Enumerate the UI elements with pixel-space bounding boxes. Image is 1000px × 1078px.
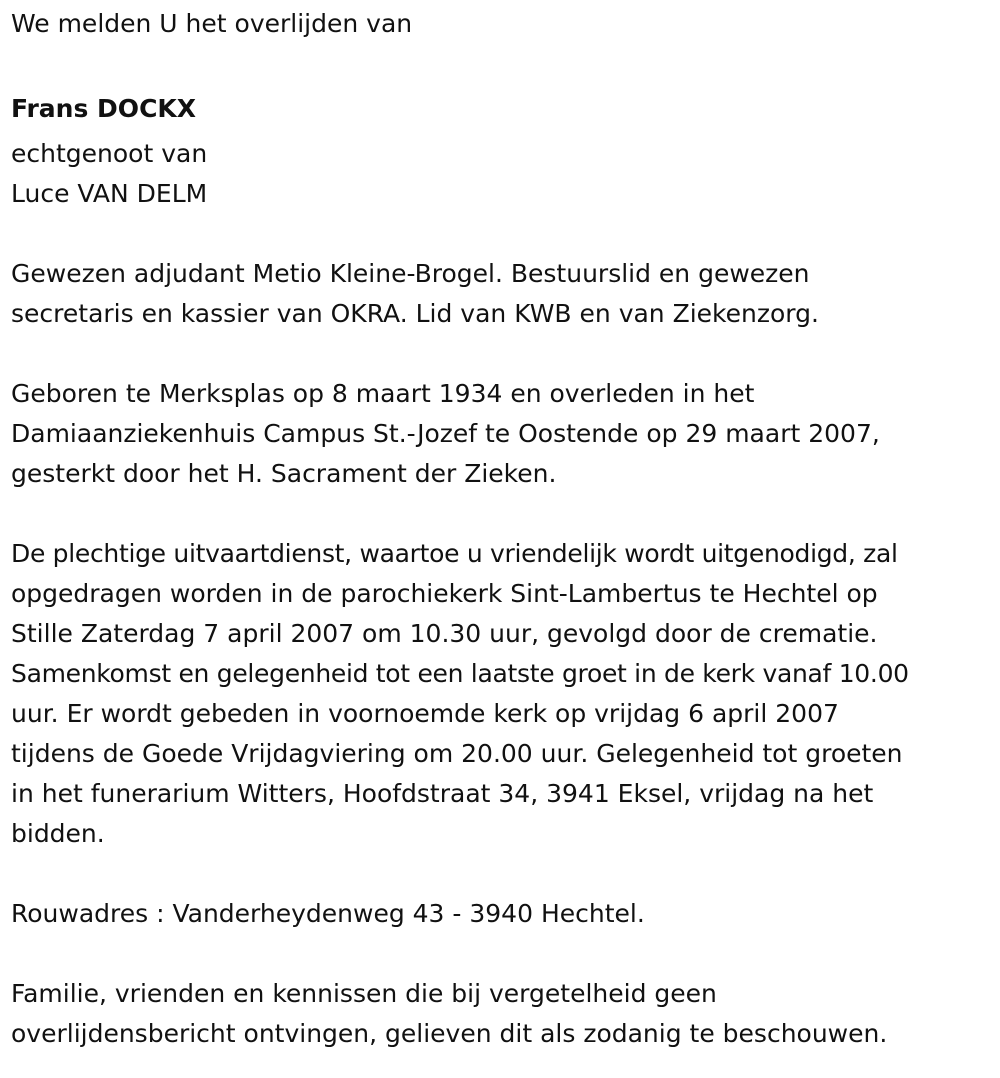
bio-paragraph (11, 254, 996, 334)
address-paragraph (11, 894, 996, 934)
funeral-line: opgedragen worden in de parochiekerk Sint-Lambertus te Hechtel op (11, 579, 878, 608)
funeral-line: bidden. (11, 819, 105, 848)
funeral-line: in het funerarium Witters, Hoofdstraat 34, 3941 Eksel, vrijdag na het (11, 779, 874, 808)
intro-text: We melden U het overlijden van (11, 9, 413, 38)
bio-line: secretaris en kassier van OKRA. Lid van KWB en van Ziekenzorg. (11, 299, 819, 328)
funeral-line: Stille Zaterdag 7 april 2007 om 10.30 uur, gevolgd door de crematie. (11, 619, 878, 648)
deceased-name: Frans DOCKX (11, 94, 197, 123)
bio-line: Gewezen adjudant Metio Kleine-Brogel. Bestuurslid en gewezen (11, 259, 810, 288)
mourning-address: Rouwadres : Vanderheydenweg 43 - 3940 Hechtel. (11, 899, 645, 928)
birth-death-line: Geboren te Merksplas op 8 maart 1934 en overleden in het (11, 379, 755, 408)
funeral-line: uur. Er wordt gebeden in voornoemde kerk op vrijdag 6 april 2007 (11, 699, 839, 728)
closing-line: Familie, vrienden en kennissen die bij vergetelheid geen (11, 979, 717, 1008)
funeral-line: De plechtige uitvaartdienst, waartoe u vriendelijk wordt uitgenodigd, zal (11, 539, 898, 568)
funeral-line: tijdens de Goede Vrijdagviering om 20.00 uur. Gelegenheid tot groeten (11, 739, 903, 768)
spouse-name: Luce VAN DELM (11, 179, 208, 208)
relation-text: echtgenoot van (11, 139, 208, 168)
birth-death-line: gesterkt door het H. Sacrament der Zieken. (11, 459, 557, 488)
birth-death-line: Damiaanziekenhuis Campus St.-Jozef te Oostende op 29 maart 2007, (11, 419, 880, 448)
birth-death-paragraph (11, 374, 996, 494)
closing-line: overlijdensbericht ontvingen, gelieven dit als zodanig te beschouwen. (11, 1019, 888, 1048)
death-notice (11, 4, 996, 1054)
funeral-paragraph (11, 534, 996, 854)
closing-paragraph (11, 974, 996, 1054)
funeral-line: Samenkomst en gelegenheid tot een laatste groet in de kerk vanaf 10.00 (11, 659, 909, 688)
